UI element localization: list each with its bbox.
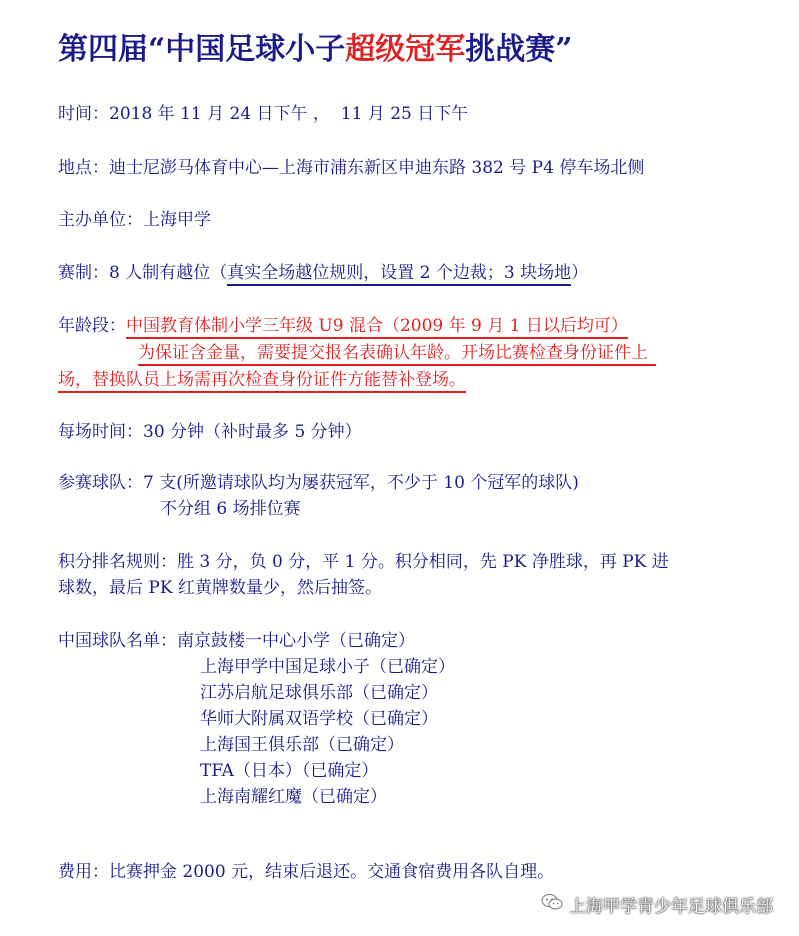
team-list-item: 上海南耀红魔（已确定）	[200, 787, 387, 807]
duration-value: 30 分钟（补时最多 5 分钟）	[143, 422, 362, 442]
duration-label: 每场时间：	[58, 422, 143, 442]
watermark	[541, 892, 773, 917]
format-detail: 真实全场越位规则，设置 2 个边裁；3 块场地	[227, 263, 571, 286]
team-list-item: TFA（日本）（已确定）	[200, 761, 379, 781]
page-title	[58, 24, 798, 68]
team-list-label: 中国球队名单：	[58, 631, 177, 651]
fee-label: 费用：	[58, 862, 109, 882]
team-list-item: 上海甲学中国足球小子（已确定）	[200, 657, 455, 677]
team-list-item: 江苏启航足球俱乐部（已确定）	[200, 683, 438, 703]
teams-line1: 7 支(所邀请球队均为屡获冠军，不少于 10 个冠军的球队)	[143, 473, 579, 493]
scoring-line2-row	[58, 578, 382, 598]
duration-row	[58, 422, 362, 442]
team-list-item: 南京鼓楼一中心小学（已确定）	[177, 631, 415, 651]
team-list-row	[58, 631, 415, 651]
teams-row	[58, 473, 579, 493]
fee-row	[58, 862, 554, 882]
time-value: 2018 年 11 月 24 日下午 ， 11 月 25 日下午	[109, 104, 469, 124]
organizer-row	[58, 210, 211, 230]
wechat-icon	[541, 893, 563, 916]
title-highlight: 超级冠军	[345, 32, 466, 67]
teams-line2-row	[160, 499, 301, 519]
age-line1: 中国教育体制小学三年级 U9 混合（2009 年 9 月 1 日以后均可）	[126, 316, 628, 339]
age-line2-row	[138, 343, 656, 363]
organizer-label: 主办单位：	[58, 210, 143, 230]
format-close: ）	[571, 263, 589, 283]
time-row	[58, 104, 468, 124]
venue-label: 地点：	[58, 158, 109, 178]
title-part1: 第四届“中国足球小子	[58, 32, 346, 67]
team-list-item: 上海国王俱乐部（已确定）	[200, 735, 404, 755]
age-row	[58, 316, 628, 336]
fee-value: 比赛押金 2000 元，结束后退还。交通食宿费用各队自理。	[109, 862, 555, 882]
age-line3-row	[58, 370, 466, 390]
format-row	[58, 263, 588, 283]
format-label: 赛制：	[58, 263, 109, 283]
watermark-text: 上海甲学青少年足球俱乐部	[569, 897, 773, 917]
scoring-row	[58, 552, 669, 572]
title-part2: 挑战赛”	[465, 32, 573, 67]
time-label: 时间：	[58, 104, 109, 124]
age-line3: 场，替换队员上场需再次检查身份证件方能替补登场。	[58, 370, 466, 393]
age-line2: 为保证含金量，需要提交报名表确认年龄。开场比赛检查身份证件上	[138, 343, 656, 366]
format-value: 8 人制有越位（	[109, 263, 228, 283]
age-label: 年龄段：	[58, 316, 126, 336]
teams-line2: 不分组 6 场排位赛	[160, 499, 301, 519]
scoring-line2: 球数，最后 PK 红黄牌数量少，然后抽签。	[58, 578, 382, 598]
venue-row	[58, 158, 644, 178]
teams-label: 参赛球队：	[58, 473, 143, 493]
organizer-value: 上海甲学	[143, 210, 211, 230]
venue-value: 迪士尼澎马体育中心—上海市浦东新区申迪东路 382 号 P4 停车场北侧	[109, 158, 645, 178]
team-list-item: 华师大附属双语学校（已确定）	[200, 709, 438, 729]
scoring-line1: 积分排名规则：胜 3 分，负 0 分，平 1 分。积分相同，先 PK 净胜球，再 PK 进	[58, 552, 669, 572]
